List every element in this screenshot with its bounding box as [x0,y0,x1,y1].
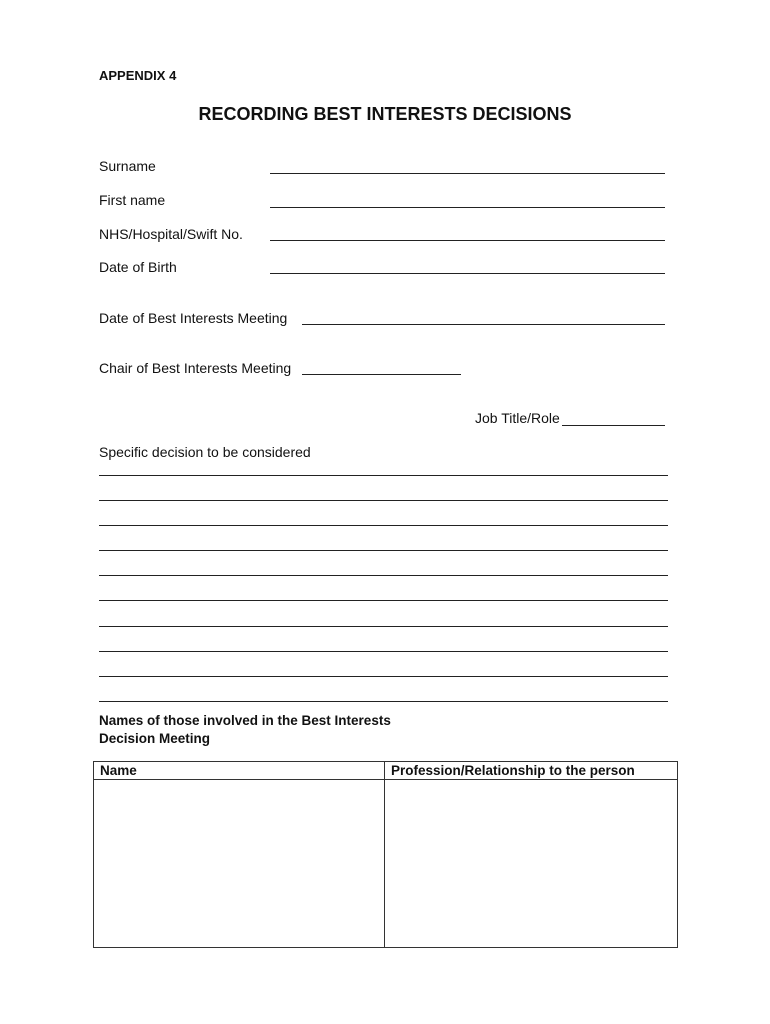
decision-line[interactable] [99,550,668,551]
chair-field[interactable] [302,374,461,375]
involved-heading-line1: Names of those involved in the Best Interests [99,713,391,728]
nhs-number-field[interactable] [270,240,665,241]
job-title-label: Job Title/Role [475,410,560,426]
first-name-label: First name [99,192,166,208]
involved-heading [99,712,391,748]
chair-label: Chair of Best Interests Meeting [99,360,292,376]
decision-label: Specific decision to be considered [99,444,311,460]
page-title: RECORDING BEST INTERESTS DECISIONS [198,104,572,124]
dob-field[interactable] [270,273,665,274]
involved-heading-line2: Decision Meeting [99,731,211,746]
decision-line[interactable] [99,651,668,652]
decision-line[interactable] [99,701,668,702]
profession-column-header: Profession/Relationship to the person [385,762,678,780]
table-row [94,780,678,948]
appendix-label: APPENDIX 4 [99,68,177,83]
decision-line[interactable] [99,500,668,501]
decision-line[interactable] [99,575,668,576]
meeting-date-label: Date of Best Interests Meeting [99,310,288,326]
surname-label: Surname [99,158,156,174]
decision-line[interactable] [99,676,668,677]
involved-table [93,761,678,948]
dob-label: Date of Birth [99,259,177,275]
surname-field[interactable] [270,173,665,174]
decision-line[interactable] [99,600,668,601]
profession-cell[interactable] [385,780,678,948]
name-column-header: Name [94,762,385,780]
name-cell[interactable] [94,780,385,948]
decision-line[interactable] [99,525,668,526]
job-title-field[interactable] [562,425,665,426]
table-header-row [94,762,678,780]
decision-line[interactable] [99,626,668,627]
meeting-date-field[interactable] [302,324,665,325]
nhs-number-label: NHS/Hospital/Swift No. [99,226,243,242]
decision-line[interactable] [99,475,668,476]
first-name-field[interactable] [270,207,665,208]
